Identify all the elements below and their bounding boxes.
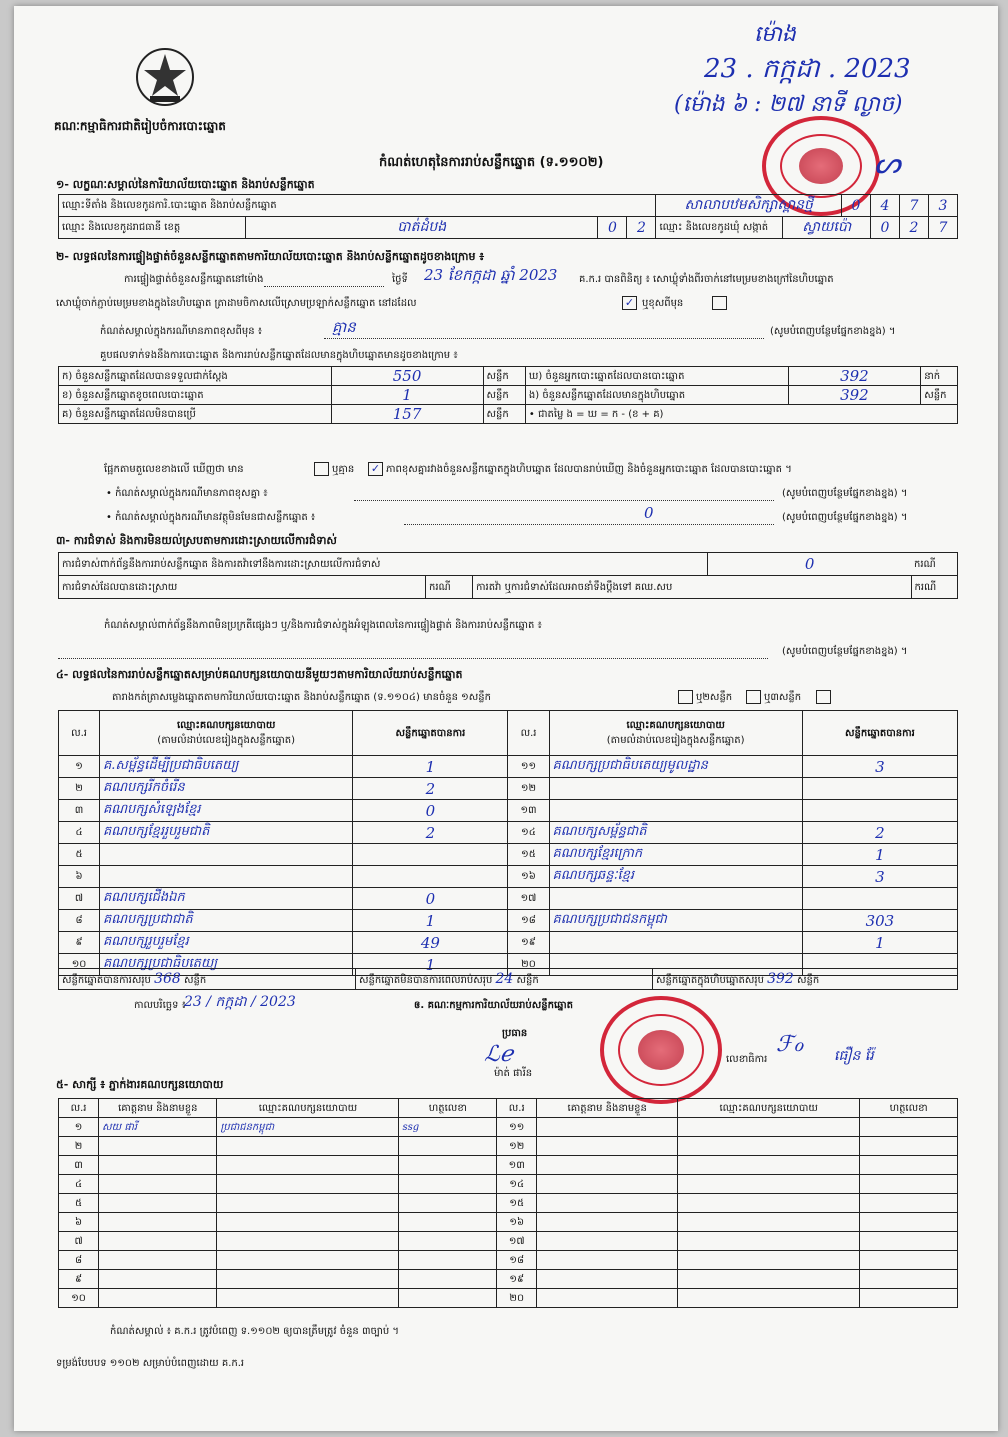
col-votes: សន្លឹកឆ្នោតបានការ: [353, 711, 508, 756]
party-name: [549, 800, 802, 822]
witness-name: [537, 1232, 678, 1251]
province-label: ឈ្មោះ និងលេខកូដរាជធានី ខេត្ត: [59, 217, 246, 239]
witness-row-number: ២០: [497, 1289, 537, 1308]
table-row: [59, 910, 958, 932]
box-ballots-label: ង) ចំនួនសន្លឹកឆ្នោតដែលមានក្នុងហិបឆ្នោត: [525, 386, 788, 405]
party-name: [549, 778, 802, 800]
commune-name: ស្វាយប៉ោ: [783, 217, 871, 239]
three-sheet-checkbox[interactable]: [816, 690, 831, 704]
handwritten-time: ម៉ោង: [754, 22, 796, 47]
province-code-digit: 0: [598, 217, 627, 239]
witness-name: [537, 1194, 678, 1213]
commune-code-digit: 7: [929, 217, 958, 239]
invalid-total: សន្លឹកឆ្នោតមិនបានការពេលរាប់សរុប 24 សន្លឹក: [356, 969, 653, 990]
party-name: [100, 844, 353, 866]
col-party: ឈ្មោះគណបក្សនយោបាយ (តាមលំដាប់លេខរៀងក្នុងសន្លឹកឆ្នោត): [100, 711, 353, 756]
party-votes: 49: [353, 932, 508, 954]
witness-signature: [399, 1289, 497, 1308]
box-total: សន្លឹកឆ្នោតក្នុងហិបឆ្នោតសរុប 392 សន្លឹក: [653, 969, 958, 990]
nec-emblem: [134, 46, 196, 108]
party-name: [549, 932, 802, 954]
made-date-label: កាលបរិច្ឆេទ ៖: [134, 1000, 187, 1011]
secretary-signature: ℱℴ: [776, 1032, 804, 1057]
witness-name: [537, 1118, 678, 1137]
spoiled-ballots-value: 1: [331, 386, 483, 405]
witness-name: [537, 1156, 678, 1175]
province-code-digit: 2: [627, 217, 656, 239]
fill-more-note: (សូមបំពេញបន្ថែមផ្នែកខាងខ្នង) ។: [782, 488, 908, 499]
witness-name: [99, 1175, 217, 1194]
valid-total: សន្លឹកឆ្នោតបានការសរុប 368 សន្លឹក: [59, 969, 356, 990]
section-1-title: ១- លក្ខណៈសម្គាល់នៃការិយាល័យបោះឆ្នោត និងរាប់សន្លឹកឆ្នោត: [56, 178, 315, 191]
party-name: គណបក្សសំឡេងខ្មែរ: [100, 800, 353, 822]
witness-party: [678, 1194, 860, 1213]
compare-text: ផ្អែកតាមតួលេខខាងលើ ឃើញថា មាន: [104, 464, 244, 475]
unit: នាក់: [921, 367, 958, 386]
one-sheet-checkbox[interactable]: [678, 690, 693, 704]
party-votes: 1: [802, 844, 957, 866]
handwritten-time-detail: (ម៉ោង ៦ : ២៧ នាទី ល្ងាច): [674, 92, 903, 117]
party-row-number: ១៩: [508, 932, 549, 954]
witness-signature: [399, 1270, 497, 1289]
witness-name: [99, 1137, 217, 1156]
party-votes: 1: [353, 910, 508, 932]
witness-signature: [860, 1289, 958, 1308]
compare-no-label: ឬគ្មាន: [332, 464, 355, 475]
witness-name: [537, 1251, 678, 1270]
col-party: ឈ្មោះគណបក្សនយោបាយ: [217, 1099, 399, 1118]
handwritten-date: 23 . កក្កដា . 2023: [704, 54, 911, 84]
party-row-number: ១៧: [508, 888, 549, 910]
party-row-number: ១៣: [508, 800, 549, 822]
fill-more-note: (សូមបំពេញបន្ថែមផ្នែកខាងខ្នង) ។: [770, 326, 896, 337]
form-title: កំណត់ហេតុនៃការរាប់សន្លឹកឆ្នោត (ទ.១១០២): [379, 155, 604, 170]
two-sheet-label: ឬ២សន្លឹក: [696, 692, 733, 703]
witness-signature: [860, 1137, 958, 1156]
verify-text-1: គ.ក.រ បានពិនិត្យ ៖ សោឃ្លុំទាំងពីរចាក់នៅមេម្រមខាងក្រៅនៃហិបឆ្នោត: [579, 274, 834, 285]
witness-signature: [860, 1213, 958, 1232]
party-votes: [353, 866, 508, 888]
table-row: [59, 1270, 958, 1289]
witness-signature: [860, 1251, 958, 1270]
witness-row-number: ១០: [59, 1289, 99, 1308]
unit: សន្លឹក: [483, 386, 525, 405]
party-row-number: ២០: [508, 954, 549, 976]
col-sign: ហត្ថលេខា: [860, 1099, 958, 1118]
party-row-number: ១២: [508, 778, 549, 800]
witness-signature: [399, 1251, 497, 1270]
commune-code-digit: 2: [900, 217, 929, 239]
party-name: គណបក្សខ្មែររួបរួមជាតិ: [100, 822, 353, 844]
party-name: គណបក្សរីកចំរើន: [100, 778, 353, 800]
col-no: ល.រ: [508, 711, 549, 756]
chair-label: ប្រធាន: [502, 1028, 528, 1039]
witness-party: [678, 1156, 860, 1175]
witness-signature: [860, 1156, 958, 1175]
ballot-count-form: [14, 6, 998, 1431]
party-votes: [802, 778, 957, 800]
witness-signature: [860, 1118, 958, 1137]
table-row: [59, 800, 958, 822]
party-votes: 3: [802, 756, 957, 778]
party-row-number: ១៤: [508, 822, 549, 844]
commune-label: ឈ្មោះ និងលេខកូដឃុំ សង្កាត់: [656, 217, 783, 239]
section-3-title: ៣- ការជំទាស់ និងការមិនយល់ស្របតាមការដោះស្រាយលើការជំទាស់: [56, 534, 337, 547]
witness-party: [217, 1175, 399, 1194]
totals-row: [58, 968, 958, 990]
table-row: [59, 1213, 958, 1232]
table-row: [59, 756, 958, 778]
table-row: [59, 888, 958, 910]
witness-party: [678, 1289, 860, 1308]
table-row: [59, 866, 958, 888]
party-row-number: ១៦: [508, 866, 549, 888]
witness-party: [217, 1194, 399, 1213]
witness-row-number: ៩: [59, 1270, 99, 1289]
received-ballots-label: ក) ចំនួនសន្លឹកឆ្នោតដែលបានទទួលជាក់ស្តែង: [59, 367, 332, 386]
party-votes-table: [58, 710, 958, 976]
witness-party: [678, 1175, 860, 1194]
witness-row-number: ១៩: [497, 1270, 537, 1289]
fill-more-note: (សូមបំពេញបន្ថែមផ្នែកខាងខ្នង) ។: [782, 512, 908, 523]
party-name: គណបក្សប្រជាជាតិ: [100, 910, 353, 932]
witness-party: [217, 1156, 399, 1175]
col-no: ល.រ: [497, 1099, 537, 1118]
party-row-number: ៦: [59, 866, 100, 888]
chair-signature: ℒℯ: [484, 1042, 513, 1067]
voters-value: 392: [788, 367, 921, 386]
commune-code-digit: 0: [871, 217, 900, 239]
resolved-label: ការជំទាស់ដែលបានដោះស្រាយ: [59, 576, 426, 599]
witness-party: [217, 1270, 399, 1289]
witness-signature: [399, 1137, 497, 1156]
foreign-object-bullet: • កំណត់សម្គាល់ក្នុងករណីមានវត្ថុមិនមែនជាសន្លឹកឆ្នោត ៖: [106, 512, 316, 523]
same-checkbox[interactable]: ✓: [622, 296, 637, 310]
witness-name: [537, 1270, 678, 1289]
party-votes: 1: [353, 756, 508, 778]
witness-party: [217, 1289, 399, 1308]
witness-name: [99, 1251, 217, 1270]
unit: សន្លឹក: [483, 405, 525, 424]
col-no: ល.រ: [59, 1099, 99, 1118]
received-ballots-value: 550: [331, 367, 483, 386]
table-row: [59, 932, 958, 954]
witness-row-number: ១៧: [497, 1232, 537, 1251]
has-diff-checkbox[interactable]: [314, 462, 329, 476]
unit: សន្លឹក: [921, 386, 958, 405]
witness-signature: [399, 1156, 497, 1175]
witness-name: [99, 1213, 217, 1232]
party-row-number: ១: [59, 756, 100, 778]
party-name: គណបក្សប្រជាជនកម្ពុជា: [549, 910, 802, 932]
party-votes: [353, 844, 508, 866]
footer-note: កំណត់សម្គាល់ ៖ គ.ក.រ ត្រូវបំពេញ ទ.១១០២ ឲ្យបានត្រឹមត្រូវ ចំនួន ៣ច្បាប់ ។: [110, 1326, 399, 1337]
party-row-number: ៥: [59, 844, 100, 866]
voters-label: ឃ) ចំនួនអ្នកបោះឆ្នោតដែលបានបោះឆ្នោត: [525, 367, 788, 386]
party-name: គណបក្សរួបរួមខ្មែរ: [100, 932, 353, 954]
witness-name: [99, 1289, 217, 1308]
official-seal-bottom: [600, 996, 722, 1104]
witness-party: [217, 1213, 399, 1232]
table-row: [59, 778, 958, 800]
secretary-label: លេខាធិការ: [726, 1054, 768, 1065]
col-no: ល.រ: [59, 711, 100, 756]
witness-row-number: ១៦: [497, 1213, 537, 1232]
three-sheet-label: ឬ៣សន្លឹក: [764, 692, 802, 703]
irregularity-note: កំណត់សម្គាល់ពាក់ព័ន្ធនឹងភាពមិនប្រក្រតីផ្សេងៗ ឬ/និងការជំទាស់ក្នុងអំឡុងពេលនៃការផ្ទៀងផ្ទាត់ និងការរាប់សន្លឹកឆ្នោត ៖: [104, 620, 542, 631]
objections-table: [58, 552, 958, 599]
party-row-number: ៤: [59, 822, 100, 844]
witness-party: [678, 1118, 860, 1137]
party-votes: 3: [802, 866, 957, 888]
station-code-digit: 3: [929, 195, 958, 217]
party-name: គណបក្សប្រជាធិបតេយ្យមូលដ្ឋាន: [549, 756, 802, 778]
unused-ballots-label: គ) ចំនួនសន្លឹកឆ្នោតដែលមិនបានប្រើ: [59, 405, 332, 424]
party-votes: 0: [353, 888, 508, 910]
foreign-object-value: 0: [644, 504, 654, 522]
party-votes: 0: [353, 800, 508, 822]
table-row: [59, 1175, 958, 1194]
col-name: គោត្តនាម និងនាមខ្លួន: [537, 1099, 678, 1118]
witness-party: [678, 1137, 860, 1156]
witness-name: [99, 1232, 217, 1251]
witness-party: [678, 1213, 860, 1232]
party-votes: 2: [353, 778, 508, 800]
unit: ករណី: [426, 576, 473, 599]
party-row-number: ៣: [59, 800, 100, 822]
party-row-number: ១៥: [508, 844, 549, 866]
party-name: គណបក្សជើងឯក: [100, 888, 353, 910]
appeal-label: ការតវ៉ា ឬការជំទាស់ដែលអាចនាំទឹងប្តឹងទៅ គឈ.សប: [473, 576, 912, 599]
table-row: [59, 844, 958, 866]
party-votes: 1: [353, 954, 508, 976]
section-4-title: ៤- លទ្ធផលនៃការរាប់សន្លឹកឆ្នោតសម្រាប់គណបក្សនយោបាយនីមួយៗតាមការិយាល័យរាប់សន្លឹកឆ្នោត: [56, 668, 463, 681]
col-party: ឈ្មោះគណបក្សនយោបាយ (តាមលំដាប់លេខរៀងក្នុងសន្លឹកឆ្នោត): [549, 711, 802, 756]
party-name: គ.សម្ព័ន្ធដើម្បីប្រជាធិបតេយ្យ: [100, 756, 353, 778]
witness-row-number: ៤: [59, 1175, 99, 1194]
witness-party: [678, 1232, 860, 1251]
witness-row-number: ១៥: [497, 1194, 537, 1213]
party-name: គណបក្សខ្មែរក្រោក: [549, 844, 802, 866]
witness-signature: [399, 1175, 497, 1194]
section-5-title: ៥- សាក្សី ៖ ភ្នាក់ងារគណបក្សនយោបាយ: [56, 1078, 224, 1091]
table-row: [59, 1194, 958, 1213]
witness-signature: [860, 1194, 958, 1213]
witness-signature: ssg: [399, 1118, 497, 1137]
witness-signature: [860, 1232, 958, 1251]
witness-signature: [399, 1232, 497, 1251]
form-reference: ទម្រង់បែបបទ ១១០២ សម្រាប់បំពេញដោយ គ.ក.រ: [56, 1358, 245, 1369]
party-name: [549, 888, 802, 910]
witness-party: ប្រជាជនកម្ពុជា: [217, 1118, 399, 1137]
station-code-digit: 0: [842, 195, 871, 217]
table-row: [59, 1137, 958, 1156]
party-votes: 2: [802, 822, 957, 844]
objections-value: 0: [708, 553, 911, 576]
witness-signature: [399, 1213, 497, 1232]
unit: សន្លឹក: [483, 367, 525, 386]
objections-label: ការជំទាស់ពាក់ព័ន្ធនឹងការរាប់សន្លឹកឆ្នោត និងការតវ៉ាទៅនឹងការដោះស្រាយលើការជំទាស់: [59, 553, 708, 576]
two-sheet-checkbox[interactable]: [746, 690, 761, 704]
verify-day-label: ថ្ងៃទី: [392, 274, 408, 285]
diff-note-label: កំណត់សម្គាល់ក្នុងករណីមានភាពខុសពីមុន ៖: [100, 326, 263, 337]
made-by: ឲ. គណៈកម្មការការិយាល័យរាប់សន្លឹកឆ្នោត: [414, 1000, 574, 1011]
unit: ករណី: [911, 576, 958, 599]
station-code-digit: 7: [900, 195, 929, 217]
witness-party: [678, 1251, 860, 1270]
table-row: [59, 1232, 958, 1251]
witness-name: [537, 1175, 678, 1194]
witness-party: [217, 1251, 399, 1270]
party-votes: [802, 800, 957, 822]
station-code-digit: 4: [871, 195, 900, 217]
compare-text-end: ភាពខុសគ្នារវាងចំនួនសន្លឹកឆ្នោតក្នុងហិបឆ្នោត ដែលបានរាប់ឃើញ និងចំនួនអ្នកបោះឆ្នោត ដែលបានបោះឆ្នោត ។: [386, 464, 792, 475]
fill-more-note: (សូមបំពេញបន្ថែមផ្នែកខាងខ្នង) ។: [782, 646, 908, 657]
verify-text-2: សោឃ្លុំចាក់ភ្ជាប់មេម្រមខាងក្នុងនៃហិបឆ្នោត ត្រាដាមចិកាសលើស្រោមប្រឡាក់សន្លឹកឆ្នោត នៅដដែល: [56, 298, 417, 309]
secretary-name: ធឿន រ៉ែ: [834, 1048, 874, 1064]
witness-signature: [399, 1194, 497, 1213]
province-name: បាត់ដំបង: [246, 217, 598, 239]
witness-party: [217, 1137, 399, 1156]
party-row-number: ១៨: [508, 910, 549, 932]
witness-row-number: ៣: [59, 1156, 99, 1175]
box-ballots-value: 392: [788, 386, 921, 405]
col-votes: សន្លឹកឆ្នោតបានការ: [802, 711, 957, 756]
party-name: គណបក្សសម្ព័ន្ធជាតិ: [549, 822, 802, 844]
party-row-number: ១១: [508, 756, 549, 778]
witness-name: [537, 1213, 678, 1232]
col-name: គោត្តនាម និងនាមខ្លួន: [99, 1099, 217, 1118]
table-row: [59, 1156, 958, 1175]
verify-time-label: ការផ្ទៀងផ្ទាត់ចំនួនសន្លឹកឆ្នោតនៅម៉ោង: [124, 274, 264, 285]
party-name: គណបក្សប្រជាធិបតេយ្យ: [100, 954, 353, 976]
table-row: [59, 1118, 958, 1137]
witness-name: សយ ផារី: [99, 1118, 217, 1137]
diff-bullet: • កំណត់សម្គាល់ក្នុងករណីមានភាពខុសគ្នា ៖: [106, 488, 268, 499]
tally-sheet-note: តារាងកត់ត្រាសម្លេងឆ្នោតតាមការិយាល័យបោះឆ្នោត និងរាប់សន្លឹកឆ្នោត (ទ.១១០៤) មានចំនួន ១សន្លឹក: [112, 692, 491, 703]
unused-ballots-value: 157: [331, 405, 483, 424]
party-votes: [802, 888, 957, 910]
witness-row-number: ២: [59, 1137, 99, 1156]
results-intro: គួបផលទាក់ទងនឹងការបោះឆ្នោត និងការរាប់សន្លឹកឆ្នោតដែលមានក្នុងហិបឆ្នោតមានដូចខាងក្រោម ៖: [100, 350, 458, 361]
party-row-number: ៩: [59, 932, 100, 954]
party-row-number: ៧: [59, 888, 100, 910]
witness-name: [99, 1156, 217, 1175]
witness-row-number: ១៣: [497, 1156, 537, 1175]
witness-table: [58, 1098, 958, 1308]
section-1-table: [58, 194, 958, 239]
col-party: ឈ្មោះគណបក្សនយោបាយ: [678, 1099, 860, 1118]
witness-name: [99, 1270, 217, 1289]
witness-row-number: ១៨: [497, 1251, 537, 1270]
witness-signature: [860, 1175, 958, 1194]
party-name: [100, 866, 353, 888]
party-votes: 2: [353, 822, 508, 844]
col-sign: ហត្ថលេខា: [399, 1099, 497, 1118]
witness-row-number: ៥: [59, 1194, 99, 1213]
witness-row-number: ៦: [59, 1213, 99, 1232]
changed-label: ឬខុសពីមុន: [642, 298, 684, 309]
section-2-title: ២- លទ្ធផលនៃការផ្ទៀងផ្ទាត់ចំនួនសន្លឹកឆ្នោតតាមការិយាល័យបោះឆ្នោត និងរាប់សន្លឹកឆ្នោតដូចខាងក្រោម ៖: [56, 250, 485, 263]
witness-row-number: ១: [59, 1118, 99, 1137]
spoiled-ballots-label: ខ) ចំនួនសន្លឹកឆ្នោតខូចពេលបោះឆ្នោត: [59, 386, 332, 405]
verify-date: 23 ខែកក្កដា ឆ្នាំ 2023: [424, 266, 558, 284]
diff-note-value: គ្មាន: [332, 318, 356, 336]
chair-name: ម៉ាត់ ផារីន: [494, 1068, 533, 1079]
party-votes: 303: [802, 910, 957, 932]
initial-mark: ᔕ: [874, 146, 901, 181]
party-row-number: ១០: [59, 954, 100, 976]
witness-name: [537, 1137, 678, 1156]
witness-name: [537, 1289, 678, 1308]
witness-row-number: ៧: [59, 1232, 99, 1251]
formula: • ជាតម្លៃ ង = ឃ = ក - (ខ + គ): [525, 405, 957, 424]
table-row: [59, 1251, 958, 1270]
unit: ករណី: [911, 553, 958, 576]
station-name: សាលាបឋមសិក្សាស្ពានថ្មី: [656, 195, 842, 217]
witness-party: [678, 1270, 860, 1289]
witness-row-number: ១២: [497, 1137, 537, 1156]
results-table: [58, 366, 958, 424]
table-row: [59, 822, 958, 844]
party-name: គណបក្សឆន្ទៈខ្មែរ: [549, 866, 802, 888]
no-diff-checkbox[interactable]: ✓: [368, 462, 383, 476]
party-row-number: ២: [59, 778, 100, 800]
party-votes: 1: [802, 932, 957, 954]
changed-checkbox[interactable]: [712, 296, 727, 310]
witness-signature: [860, 1270, 958, 1289]
witness-party: [217, 1232, 399, 1251]
station-label: ឈ្មោះទីតាំង និងលេខកូដការិ.បោះឆ្នោត និងរាប់សន្លឹកឆ្នោត: [59, 195, 656, 217]
organization-name: គណៈកម្មាធិការជាតិរៀបចំការបោះឆ្នោត: [54, 119, 226, 133]
witness-name: [99, 1194, 217, 1213]
witness-row-number: ១១: [497, 1118, 537, 1137]
witness-row-number: ៨: [59, 1251, 99, 1270]
table-row: [59, 1289, 958, 1308]
party-row-number: ៨: [59, 910, 100, 932]
witness-row-number: ១៤: [497, 1175, 537, 1194]
made-date: 23 / កក្កដា / 2023: [184, 994, 296, 1010]
